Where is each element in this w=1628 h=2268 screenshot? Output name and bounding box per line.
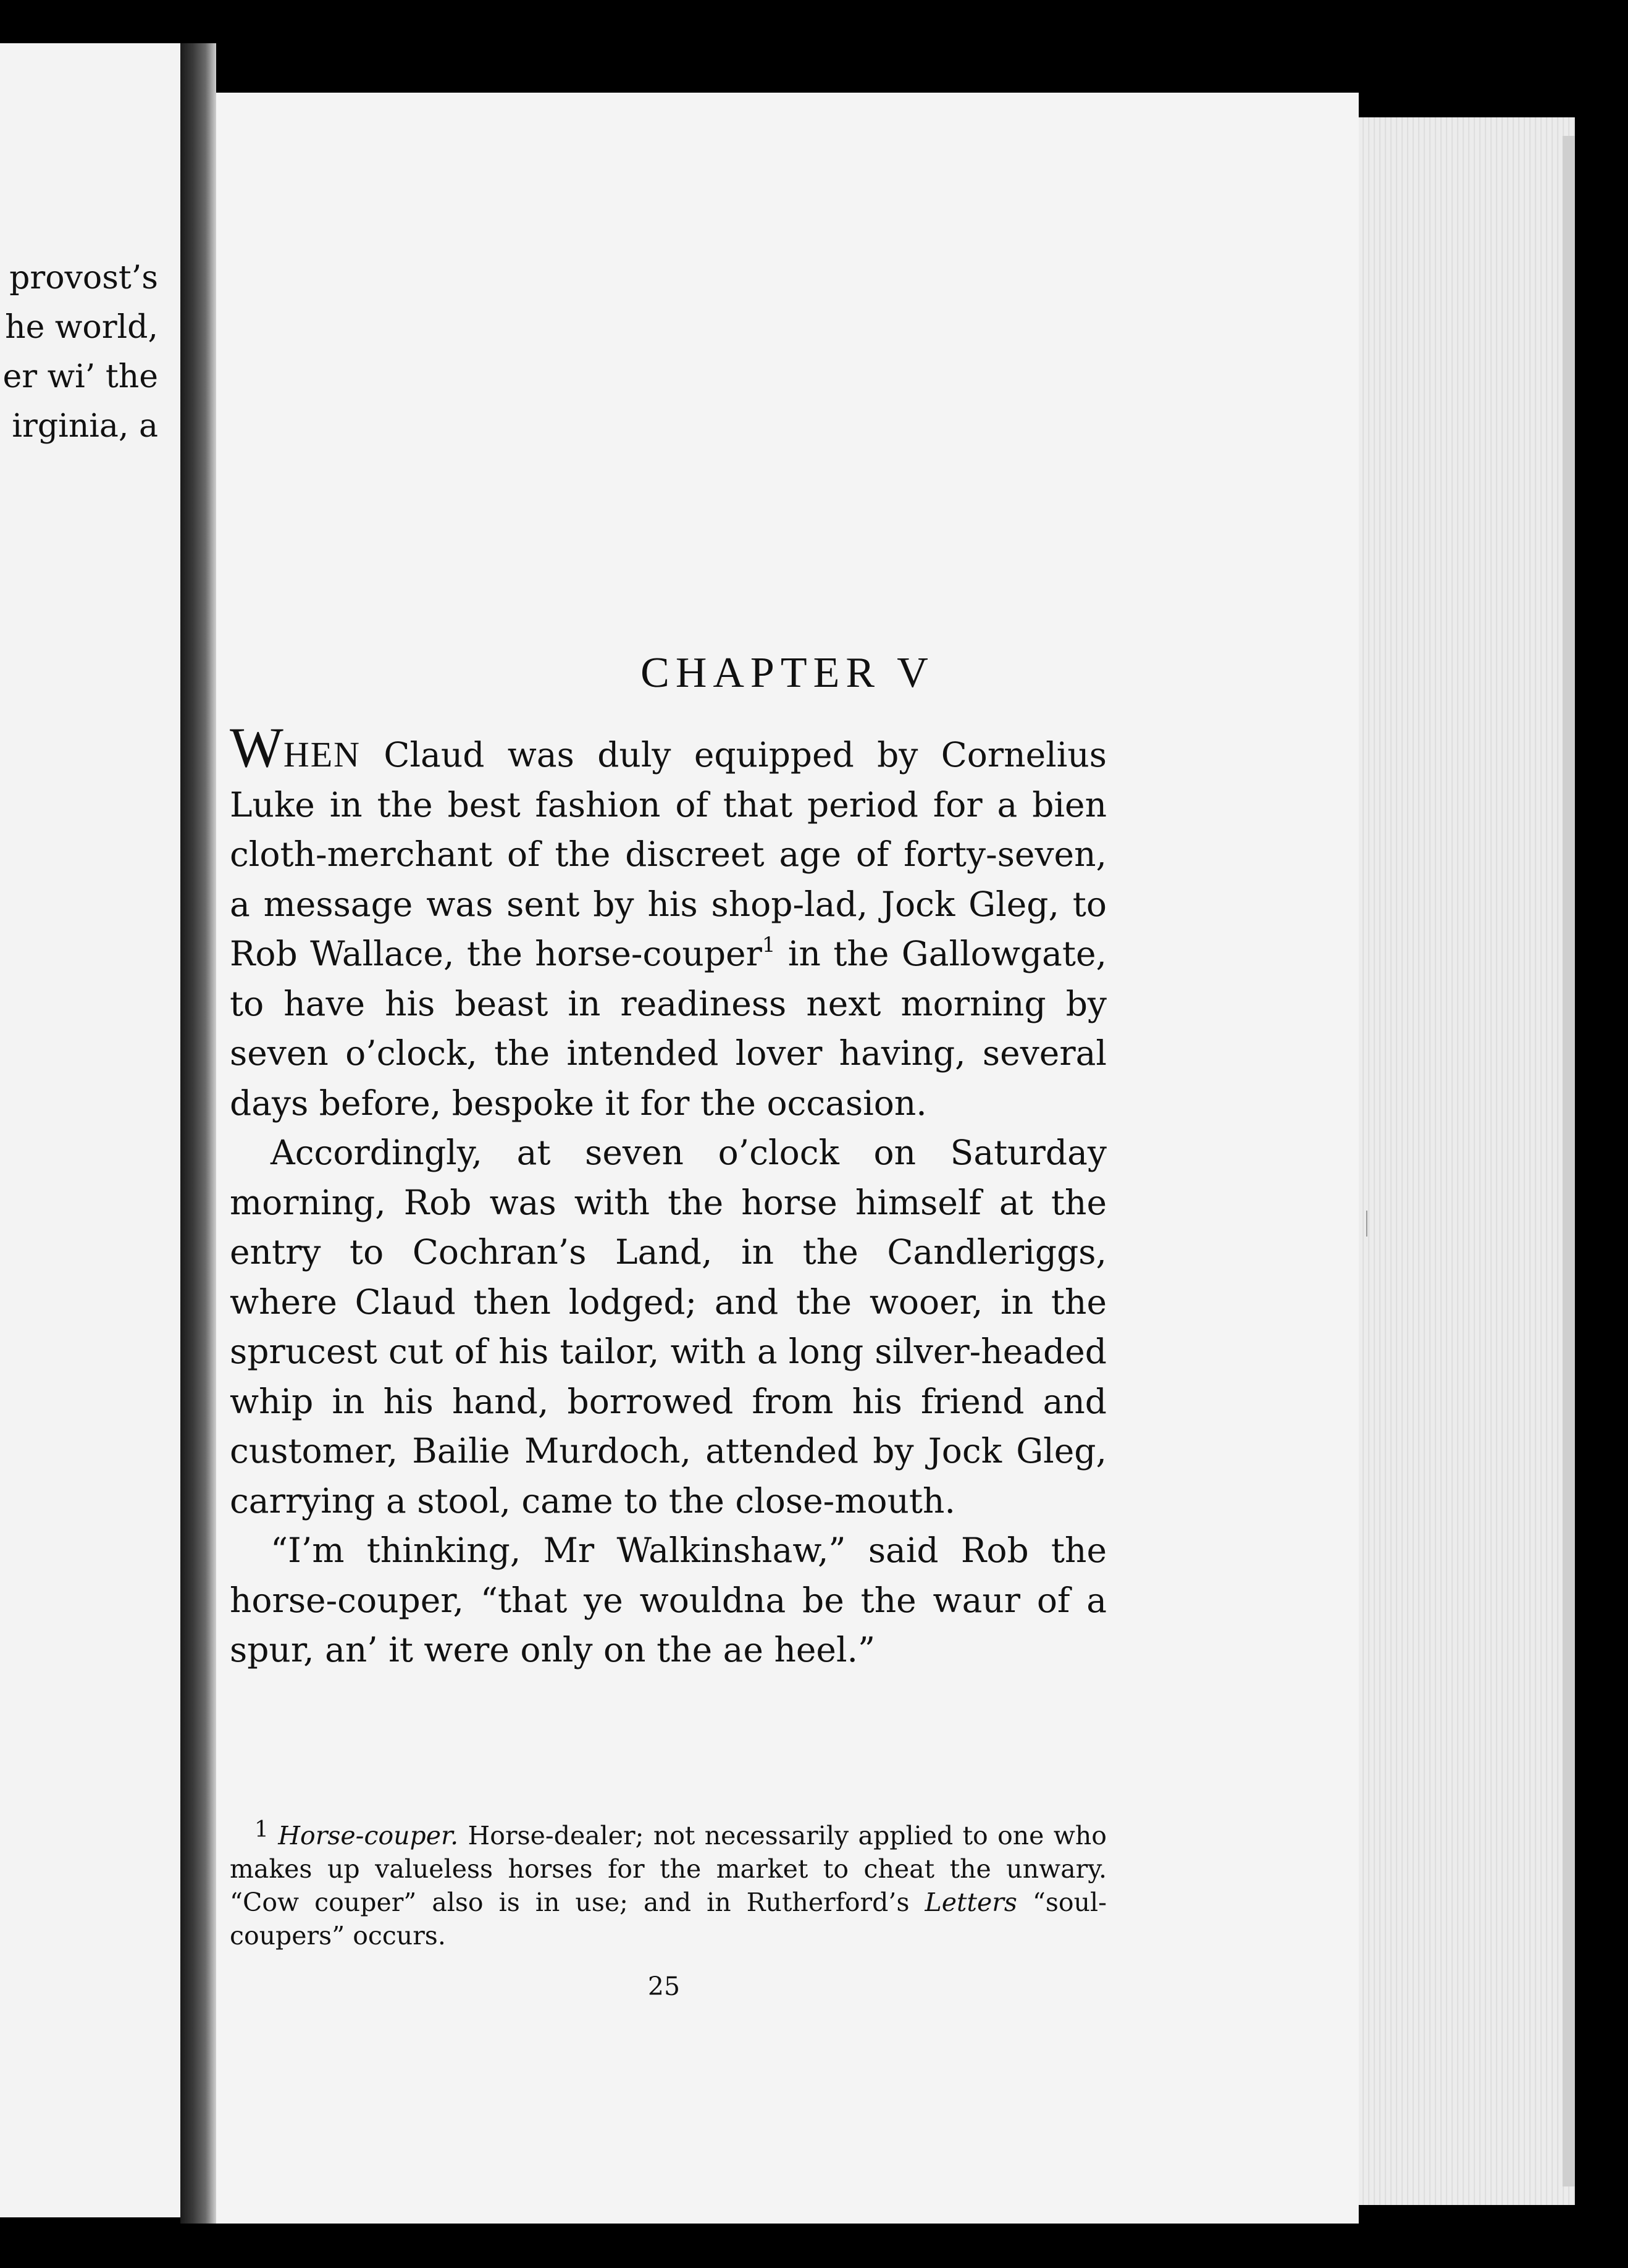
footnote-work-title: Letters xyxy=(925,1888,1017,1917)
book-page xyxy=(216,93,1359,2224)
page-edges xyxy=(1359,117,1575,2205)
footnote-reference[interactable]: 1 xyxy=(762,933,776,957)
footnote-text-end: “soul-coupers” occurs. xyxy=(230,1888,1107,1951)
edge-mark xyxy=(1366,1211,1367,1237)
book-gutter xyxy=(180,43,216,2224)
paragraph-3: “I’m thinking, Mr Walkinshaw,” said Rob the horse-couper, “that ye wouldna be the waur of a spur, an’ it were only on the ae heel.” xyxy=(230,1531,1107,1670)
footnote xyxy=(230,1819,1107,1952)
left-page-line: he world, xyxy=(5,309,158,346)
small-caps-opening: HEN xyxy=(283,734,361,775)
paragraph-1-text: Claud was duly equipped by Cornelius Luke in the best fashion of that period for a bien cloth-merchant of the discreet age of forty-seven, a message was sent by his shop-lad, Jock Gleg, to Rob Wallace, the horse-couper xyxy=(230,735,1107,973)
chapter-title: CHAPTER V xyxy=(640,649,934,697)
body-text xyxy=(230,716,1107,1675)
left-page-line: irginia, a xyxy=(12,408,158,445)
left-page xyxy=(0,43,180,2217)
footnote-number: 1 xyxy=(254,1817,269,1842)
paragraph-1-text-cont: in the Gallowgate, to have his beast in readiness next morning by seven o’clock, the intended lover having, several days before, bespoke it for the occasion. xyxy=(230,934,1107,1123)
paragraph-1 xyxy=(230,716,1107,1128)
paragraph-2: Accordingly, at seven o’clock on Saturday morning, Rob was with the horse himself at the entry to Cochran’s Land, in the Candleriggs, where Claud then lodged; and the wooer, in the sprucest cut of his tailor, with a long silver-headed whip in his hand, borrowed from his friend and customer, Bailie Murdoch, attended by Jock Gleg, carrying a stool, came to the close-mouth. xyxy=(230,1133,1107,1521)
footnote-term: Horse-couper. xyxy=(278,1821,459,1850)
drop-cap: W xyxy=(230,716,283,779)
page-number: 25 xyxy=(647,1972,681,2001)
footnote-text: Horse-dealer; not necessarily applied to one who makes up valueless horses for the market to cheat the unwary. “Cow couper” also is in use; and in Rutherford’s xyxy=(230,1821,1107,1917)
left-page-line: provost’s xyxy=(9,259,158,296)
left-page-line: er wi’ the xyxy=(2,358,158,395)
